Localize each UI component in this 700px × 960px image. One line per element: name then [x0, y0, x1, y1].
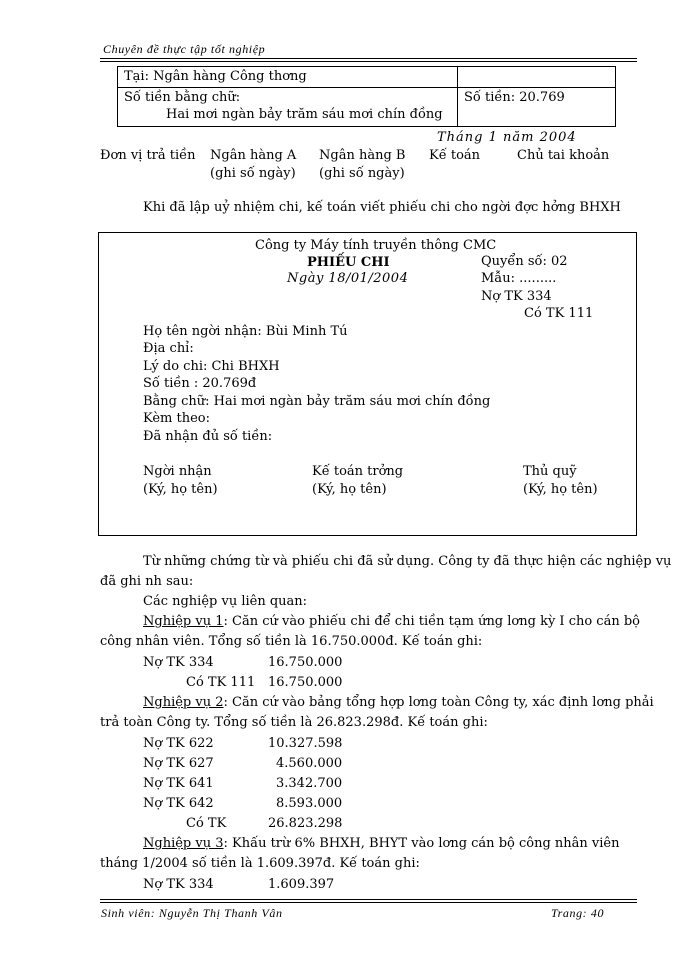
bank-transfer-table: [117, 66, 616, 127]
nv3-entry-amt: 1.609.397: [268, 877, 335, 892]
nv2-entry-acct: Nợ TK 622: [143, 736, 214, 751]
intro-paragraph: Khi đã lập uỷ nhiệm chi, kế toán viết phiếu chi cho ngời đợc hởng BHXH: [143, 200, 621, 215]
nv2-entry-amt: 26.823.298: [268, 816, 343, 831]
nv1-entry-acct: Có TK 111: [186, 675, 256, 690]
bank-cell: [118, 67, 458, 88]
nv2-entry-amt: 10.327.598: [268, 736, 343, 751]
receipt-reason: Lý do chi: Chi BHXH: [143, 359, 280, 374]
empty-cell: [458, 67, 616, 88]
header-rule: [100, 58, 637, 59]
receipt-sig-cashier: Thủ quỹ: [523, 464, 577, 479]
amount-words-cell: [118, 88, 458, 127]
receipt-date: Ngày 18/01/2004: [287, 271, 409, 286]
amount-words-label: Số tiền bằng chữ:: [124, 90, 241, 105]
sig-accountant: Kế toán: [429, 148, 481, 163]
nv2-line1: [143, 695, 654, 710]
nv2-entry-acct: Nợ TK 627: [143, 756, 214, 771]
receipt-attached: Kèm theo:: [143, 411, 211, 426]
nv2-entry-amt: 4.560.000: [276, 756, 343, 771]
receipt-sig-cashier-sub: (Ký, họ tên): [523, 482, 598, 497]
amount-cell: [458, 88, 616, 127]
page-header-title: Chuyên đề thực tập tốt nghiệp: [103, 42, 266, 56]
nv1-label: Nghiệp vụ 1: [143, 614, 224, 629]
sig-bank-b-sub: (ghi số ngày): [319, 166, 405, 181]
sig-bank-b: Ngân hàng B: [319, 148, 406, 163]
nv2-line2: trả toàn Công ty. Tổng số tiền là 26.823.298đ. Kế toán ghi:: [100, 715, 488, 730]
nv3-entry-acct: Nợ TK 334: [143, 877, 214, 892]
receipt-received: Đã nhận đủ số tiền:: [143, 429, 273, 444]
receipt-sig-receiver-sub: (Ký, họ tên): [143, 482, 218, 497]
sig-bank-a: Ngân hàng A: [210, 148, 297, 163]
receipt-credit: Có TK 111: [524, 306, 594, 321]
nv2-entry-amt: 3.342.700: [276, 776, 343, 791]
date-line: Tháng 1 năm 2004: [437, 130, 577, 145]
receipt-sig-chief-sub: (Ký, họ tên): [312, 482, 387, 497]
nv2-entry-acct: Nợ TK 641: [143, 776, 214, 791]
sig-payer: Đơn vị trả tiền: [100, 148, 196, 163]
nv2-label: Nghiệp vụ 2: [143, 695, 224, 710]
amount-words: Hai mơi ngàn bảy trăm sáu mơi chín đồng: [166, 107, 443, 122]
receipt-form: Mẫu: .........: [481, 271, 557, 286]
nv1-line1: [143, 614, 640, 629]
nv2-entry-acct: Nợ TK 642: [143, 796, 214, 811]
nv1-entry-acct: Nợ TK 334: [143, 655, 214, 670]
footer-page-number: Trang: 40: [551, 906, 605, 920]
receipt-recipient: Họ tên ngời nhận: Bùi Minh Tú: [143, 324, 348, 339]
nv3-line2: tháng 1/2004 số tiền là 1.609.397đ. Kế toán ghi:: [100, 856, 420, 871]
amount-value: Số tiền: 20.769: [464, 90, 565, 105]
nv1-line2: công nhân viên. Tổng số tiền là 16.750.000đ. Kế toán ghi:: [100, 634, 483, 649]
bank-name: Tại: Ngân hàng Công thơng: [124, 69, 307, 84]
sig-owner: Chủ tai khoản: [517, 148, 610, 163]
nv1-entry-amt: 16.750.000: [268, 655, 343, 670]
footer-rule: [100, 899, 637, 900]
receipt-sig-receiver: Ngời nhận: [143, 464, 212, 479]
header-rule-2: [100, 61, 637, 62]
receipt-address: Địa chỉ:: [143, 341, 194, 356]
receipt-amount-words: Bằng chữ: Hai mơi ngàn bảy trăm sáu mơi chín đồng: [143, 394, 491, 409]
receipt-debit: Nợ TK 334: [481, 289, 552, 304]
nv1-text: : Căn cứ vào phiếu chi để chi tiền tạm ứng lơng kỳ I cho cán bộ: [223, 614, 640, 629]
body-para1-line2: đã ghi nh sau:: [100, 574, 194, 589]
nv1-entry-amt: 16.750.000: [268, 675, 343, 690]
footer-student: Sinh viên: Nguyễn Thị Thanh Vân: [101, 906, 283, 920]
nv3-line1: [143, 836, 619, 851]
receipt-sig-chief: Kế toán trởng: [312, 464, 404, 479]
nv2-entry-acct: Có TK: [186, 816, 227, 831]
receipt-amount: Số tiền : 20.769đ: [143, 376, 257, 391]
receipt-company: Công ty Máy tính truyền thông CMC: [255, 238, 497, 253]
nv2-text: : Căn cứ vào bảng tổng hợp lơng toàn Công ty, xác định lơng phải: [223, 695, 654, 710]
receipt-title: PHIẾU CHI: [307, 255, 390, 270]
nv3-label: Nghiệp vụ 3: [143, 836, 224, 851]
body-related: Các nghiệp vụ liên quan:: [143, 594, 308, 609]
nv2-entry-amt: 8.593.000: [276, 796, 343, 811]
receipt-book: Quyển số: 02: [481, 254, 568, 269]
sig-bank-a-sub: (ghi số ngày): [210, 166, 296, 181]
nv3-text: : Khấu trừ 6% BHXH, BHYT vào lơng cán bộ công nhân viên: [223, 836, 620, 851]
body-para1-line1: Từ những chứng từ và phiếu chi đã sử dụng. Công ty đã thực hiện các nghiệp vụ: [143, 554, 672, 569]
footer-rule-2: [100, 902, 637, 903]
